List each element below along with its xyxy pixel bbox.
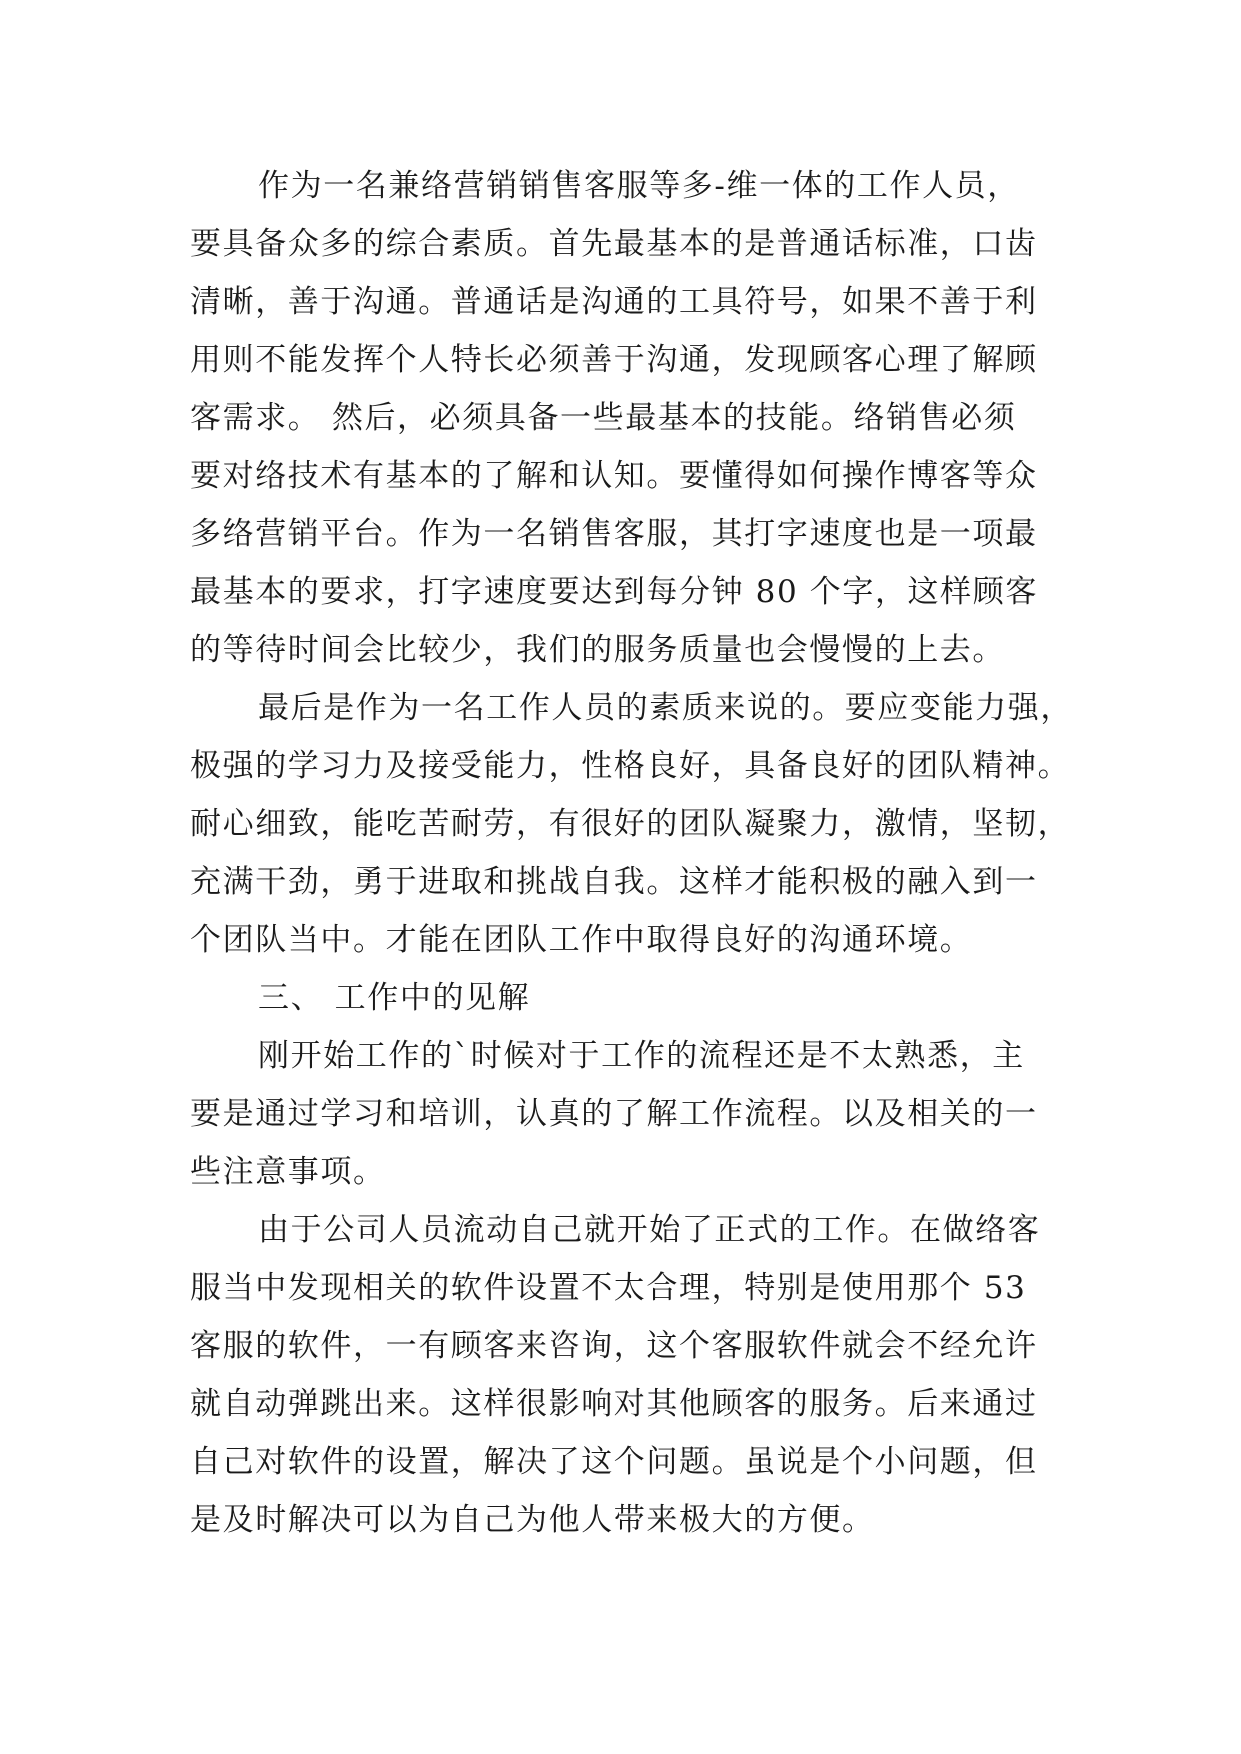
paragraph-4-line-3: 客服的软件，一有顾客来咨询，这个客服软件就会不经允许 [190,1328,1038,1364]
paragraph-3-line-3: 些注意事项。 [190,1154,386,1190]
paragraph-4-line-5: 自己对软件的设置，解决了这个问题。虽说是个小问题，但 [190,1444,1038,1480]
paragraph-4-line-6: 是及时解决可以为自己为他人带来极大的方便。 [190,1502,875,1538]
paragraph-3-line-2: 要是通过学习和培训，认真的了解工作流程。以及相关的一 [190,1096,1038,1132]
paragraph-2-line-2: 极强的学习力及接受能力，性格良好，具备良好的团队精神。 [190,748,1071,784]
paragraph-1-line-4: 用则不能发挥个人特长必须善于沟通，发现顾客心理了解顾 [190,342,1038,378]
paragraph-1-line-6: 要对络技术有基本的了解和认知。要懂得如何操作博客等众 [190,458,1038,494]
paragraph-1-line-3: 清晰，善于沟通。普通话是沟通的工具符号，如果不善于利 [190,284,1038,320]
paragraph-1-line-5: 客需求。 然后，必须具备一些最基本的技能。络销售必须 [190,400,1017,436]
paragraph-2-line-4: 充满干劲，勇于进取和挑战自我。这样才能积极的融入到一 [190,864,1038,900]
paragraph-4-line-2: 服当中发现相关的软件设置不太合理，特别是使用那个 53 [190,1270,1027,1306]
paragraph-2-line-1: 最后是作为一名工作人员的素质来说的。要应变能力强， [258,690,1073,726]
paragraph-1-line-9: 的等待时间会比较少，我们的服务质量也会慢慢的上去。 [190,632,1005,668]
paragraph-1-line-7: 多络营销平台。作为一名销售客服，其打字速度也是一项最 [190,516,1038,552]
paragraph-1-line-8: 最基本的要求，打字速度要达到每分钟 80 个字，这样顾客 [190,574,1038,610]
paragraph-2-line-5: 个团队当中。才能在团队工作中取得良好的沟通环境。 [190,922,973,958]
paragraph-1-line-2: 要具备众多的综合素质。首先最基本的是普通话标准，口齿 [190,226,1038,262]
paragraph-3-line-1: 刚开始工作的`时候对于工作的流程还是不太熟悉，主 [258,1038,1025,1074]
paragraph-4-line-1: 由于公司人员流动自己就开始了正式的工作。在做络客 [258,1212,1041,1248]
section-heading: 三、 工作中的见解 [258,980,531,1016]
paragraph-1-line-1: 作为一名兼络营销销售客服等多-维一体的工作人员， [258,168,1020,204]
paragraph-2-line-3: 耐心细致，能吃苦耐劳，有很好的团队凝聚力，激情，坚韧， [190,806,1071,842]
paragraph-4-line-4: 就自动弹跳出来。这样很影响对其他顾客的服务。后来通过 [190,1386,1038,1422]
